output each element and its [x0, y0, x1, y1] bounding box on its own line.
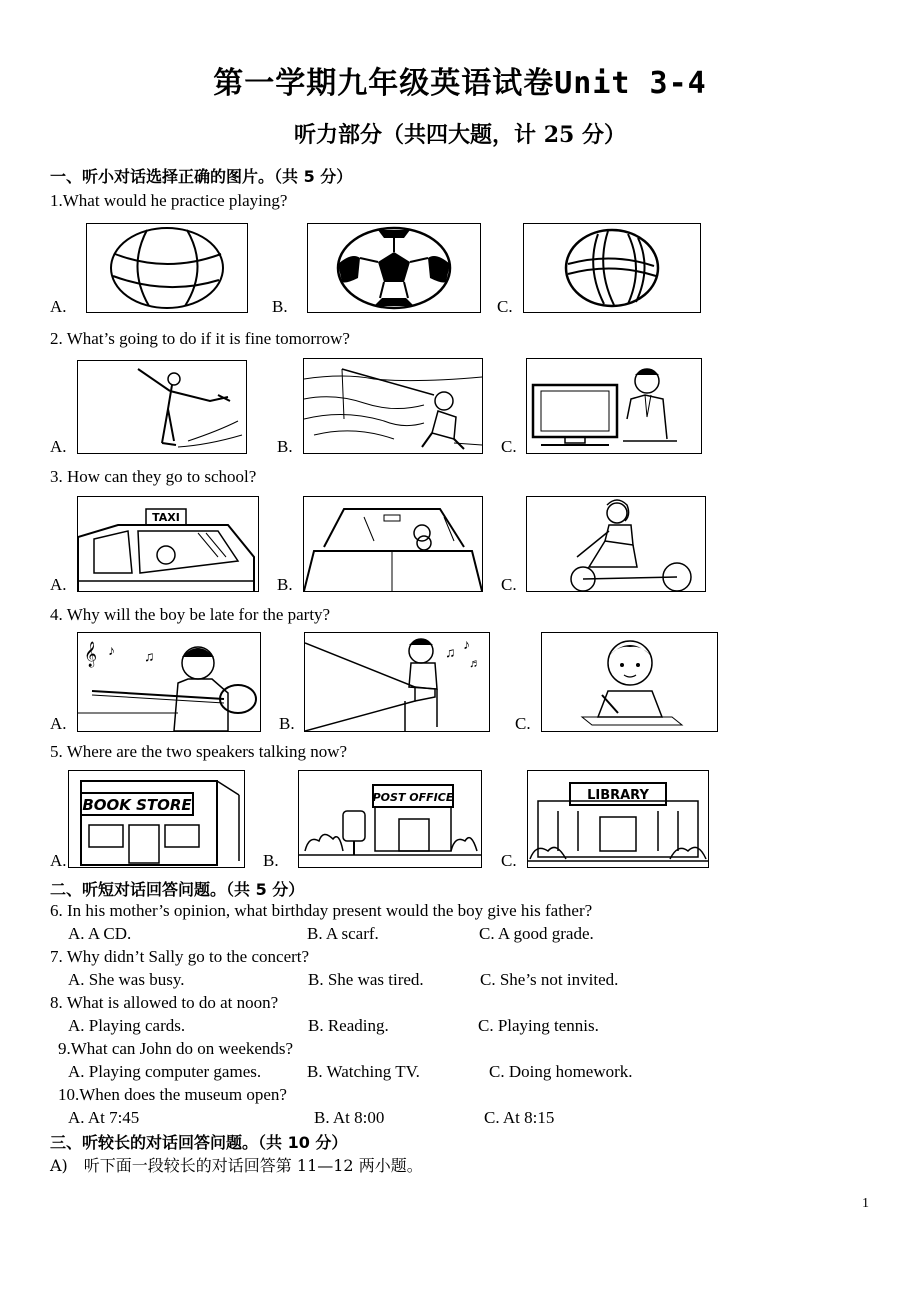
q8-option-a[interactable]: A. Playing cards.	[68, 1016, 186, 1035]
page-title	[0, 58, 920, 102]
section2-heading: 二、听短对话回答问题。（共 5 分）	[50, 880, 305, 899]
q2-label-b[interactable]: B.	[277, 437, 293, 456]
question-2: 2. What’s going to do if it is fine tomorrow?	[50, 329, 350, 348]
section-subtitle: 听力部分（共四大题，计 25 分）	[294, 122, 626, 148]
guitar-picture[interactable]	[77, 632, 261, 732]
q2-label-a[interactable]: A.	[50, 437, 67, 456]
q6-option-a[interactable]: A. A CD.	[68, 924, 132, 943]
svg-text:♬: ♬	[469, 656, 481, 670]
q7-option-a[interactable]: A. She was busy.	[68, 970, 185, 989]
q9-option-c[interactable]: C. Doing homework.	[489, 1062, 633, 1081]
q4-label-a[interactable]: A.	[50, 714, 67, 733]
question-3: 3. How can they go to school?	[50, 467, 257, 486]
book-store-picture[interactable]	[68, 770, 245, 868]
svg-text:♫: ♫	[445, 646, 456, 661]
taxi-sign-text: TAXI	[152, 511, 180, 524]
library-sign-text: LIBRARY	[587, 788, 649, 803]
svg-text:𝄞: 𝄞	[84, 642, 98, 667]
question-6: 6. In his mother’s opinion, what birthday present would the boy give his father?	[50, 901, 593, 920]
q9-option-b[interactable]: B. Watching TV.	[307, 1062, 420, 1081]
q8-option-b[interactable]: B. Reading.	[308, 1016, 389, 1035]
taxi-picture[interactable]	[77, 496, 259, 592]
page-number: 1	[862, 1196, 869, 1211]
q7-option-c[interactable]: C. She’s not invited.	[480, 970, 619, 989]
question-8: 8. What is allowed to do at noon?	[50, 993, 279, 1012]
q8-option-c[interactable]: C. Playing tennis.	[478, 1016, 599, 1035]
fishing-picture[interactable]	[303, 358, 483, 454]
section3-part-a: A) 听下面一段较长的对话回答第 11—12 两小题。	[50, 1156, 423, 1175]
volleyball-picture[interactable]	[523, 223, 701, 313]
soccer-ball-picture[interactable]	[307, 223, 481, 313]
section1-heading: 一、听小对话选择正确的图片。（共 5 分）	[50, 167, 353, 186]
post-office-picture[interactable]	[298, 770, 482, 868]
question-4: 4. Why will the boy be late for the party?	[50, 605, 331, 624]
q6-option-c[interactable]: C. A good grade.	[479, 924, 594, 943]
q6-option-b[interactable]: B. A scarf.	[307, 924, 379, 943]
q3-label-b[interactable]: B.	[277, 575, 293, 594]
car-picture[interactable]	[303, 496, 483, 592]
q5-label-c[interactable]: C.	[501, 851, 517, 870]
title-chinese: 第一学期九年级英语试卷	[213, 66, 555, 101]
q5-label-b[interactable]: B.	[263, 851, 279, 870]
q2-label-c[interactable]: C.	[501, 437, 517, 456]
homework-picture[interactable]	[541, 632, 718, 732]
q3-label-c[interactable]: C.	[501, 575, 517, 594]
q10-option-b[interactable]: B. At 8:00	[314, 1108, 385, 1127]
svg-text:♫: ♫	[144, 650, 155, 665]
q1-label-a[interactable]: A.	[50, 297, 67, 316]
computer-picture[interactable]	[526, 358, 702, 454]
question-9: 9.What can John do on weekends?	[58, 1039, 294, 1058]
q9-option-a[interactable]: A. Playing computer games.	[68, 1062, 262, 1081]
q10-option-c[interactable]: C. At 8:15	[484, 1108, 555, 1127]
title-unit: Unit 3-4	[554, 66, 707, 101]
svg-text:♪: ♪	[108, 644, 115, 659]
q1-label-b[interactable]: B.	[272, 297, 288, 316]
piano-picture[interactable]	[304, 632, 490, 732]
bicycle-picture[interactable]	[526, 496, 706, 592]
q4-label-c[interactable]: C.	[515, 714, 531, 733]
post-office-sign-text: POST OFFICE	[372, 791, 454, 804]
basketball-picture[interactable]	[86, 223, 248, 313]
q1-label-c[interactable]: C.	[497, 297, 513, 316]
q4-label-b[interactable]: B.	[279, 714, 295, 733]
question-1: 1.What would he practice playing?	[50, 191, 288, 210]
q7-option-b[interactable]: B. She was tired.	[308, 970, 424, 989]
section3-heading: 三、听较长的对话回答问题。（共 10 分）	[50, 1133, 348, 1152]
svg-text:♪: ♪	[463, 638, 470, 653]
question-7: 7. Why didn’t Sally go to the concert?	[50, 947, 310, 966]
ice-skating-picture[interactable]	[77, 360, 247, 454]
library-picture[interactable]	[527, 770, 709, 868]
q5-label-a[interactable]: A.	[50, 851, 67, 870]
q10-option-a[interactable]: A. At 7:45	[68, 1108, 140, 1127]
question-10: 10.When does the museum open?	[58, 1085, 287, 1104]
book-store-sign-text: BOOK STORE	[82, 796, 192, 814]
q3-label-a[interactable]: A.	[50, 575, 67, 594]
question-5: 5. Where are the two speakers talking now?	[50, 742, 348, 761]
